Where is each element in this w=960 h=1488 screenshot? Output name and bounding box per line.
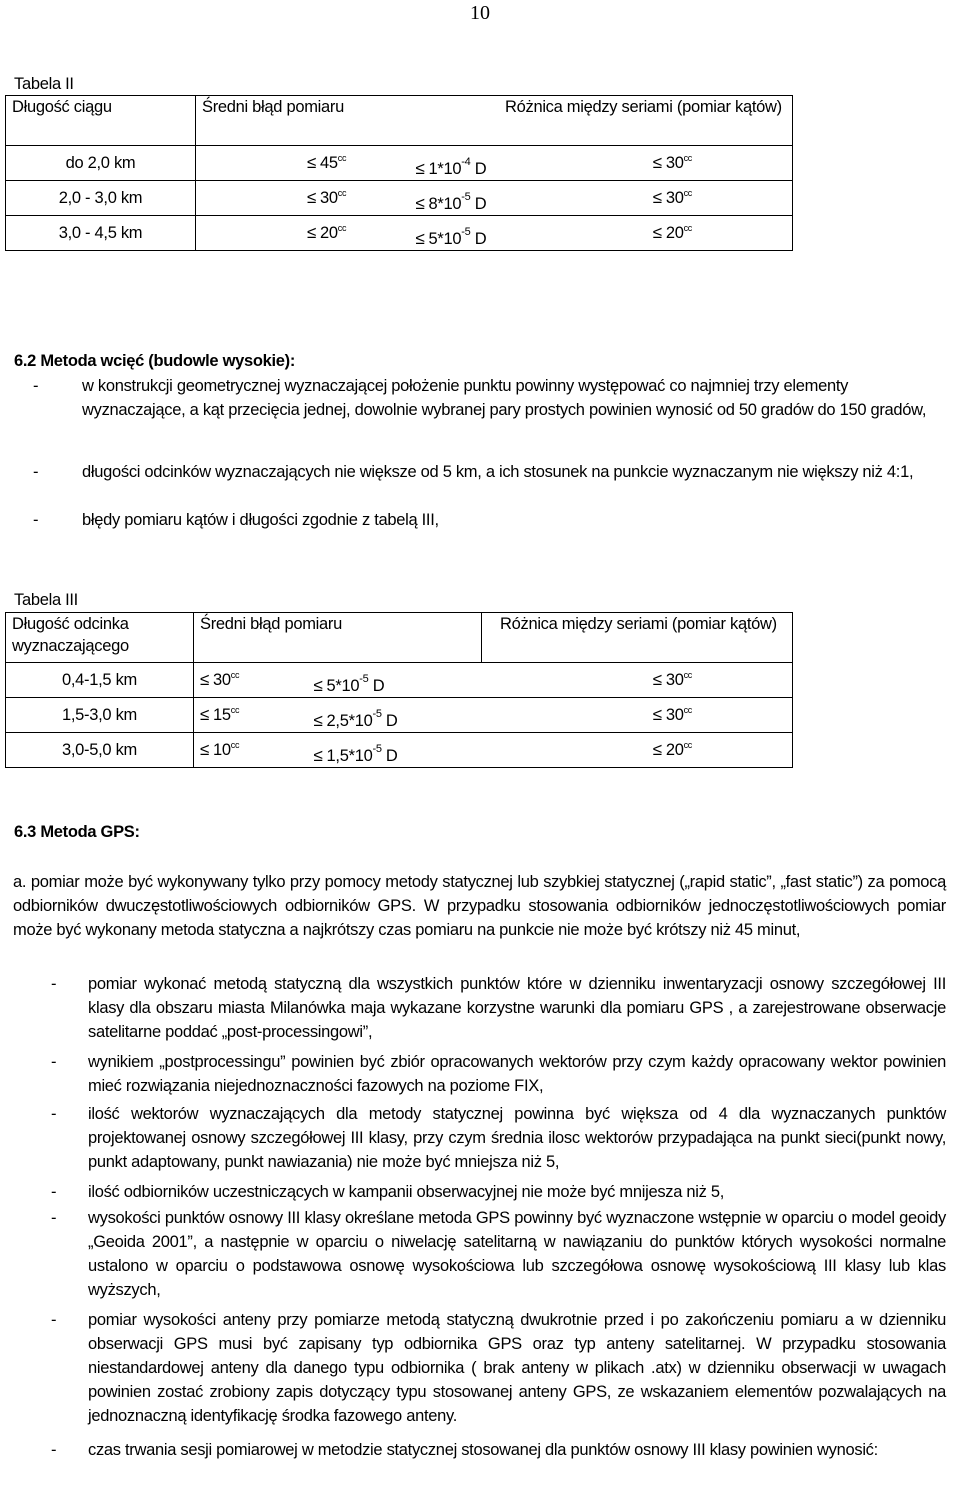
bullet-dash: - <box>51 1183 57 1201</box>
list-item-text: ilość odbiorników uczestniczących w kampanii obserwacyjnej nie może być mnijesza niż 5, <box>88 1183 725 1201</box>
section-6-3-heading: 6.3 Metoda GPS: <box>14 823 140 841</box>
table3-caption: Tabela III <box>14 591 78 609</box>
table-row <box>6 146 793 181</box>
list-item-text: w konstrukcji geometrycznej wyznaczającej położenie punktu powinny występować co najmniej trzy elementy wyznaczające, a kąt przecięcia jednej, dowolnie wybranej pary prostych powinien wynosić od 50 gradów do 150 gradów, <box>82 377 927 419</box>
distance-error: ≤ $1*10^{-4}$ D <box>415 156 487 178</box>
diff-value: ≤ $20^{cc}$ <box>652 740 692 759</box>
list-item-text: ilość wektorów wyznaczających dla metody statycznej powinna być większa od 4 dla wyznaczanych punktów projektowanej osnowy szczegółowej III klasy, przy czym średnia ilosc wektorów przypadająca na punkt sieci(punkt nowy, punkt adaptowany, punkt nawiazania) nie może być mniejsza niż 5, <box>88 1105 946 1171</box>
diff-value: ≤ $30^{cc}$ <box>652 670 692 689</box>
table-row <box>6 733 793 768</box>
table-row <box>6 698 793 733</box>
bullet-dash: - <box>51 1311 57 1329</box>
list-item <box>13 1206 946 1302</box>
length-cell: 0,4-1,5 km <box>6 663 194 698</box>
diff-value: ≤ $30^{cc}$ <box>652 188 692 207</box>
angle-error: ≤ $45^{cc}$ <box>307 153 347 172</box>
table3-header-diff: Różnica między seriami (pomiar kątów) <box>482 613 793 663</box>
list-item-text: wynikiem „postprocessingu” powinien być zbiór opracowanych wektorów przy czym każdy opracowany wektor powinien mieć rozwiązania niejednoznaczności fazowych na poziome FIX, <box>88 1053 946 1095</box>
angle-error: ≤ $15^{cc}$ <box>200 705 240 724</box>
distance-error: ≤ $5*10^{-5}$ D <box>313 673 385 695</box>
distance-error: ≤ $8*10^{-5}$ D <box>415 191 487 213</box>
list-item-text: wysokości punktów osnowy III klasy określane metoda GPS powinny być wyznaczone wstępnie w oparciu o model geoidy „Geoida 2001”, a następnie w oparciu o niwelację satelitarną w nawiązaniu do punktów których wysokości normalne ustalono w oparciu o podstawowa osnowę wysokościowa lub szczegółowa osnowę wysokościową III klasy lub klas wyższych, <box>88 1209 946 1299</box>
section-6-2-heading: 6.2 Metoda wcięć (budowle wysokie): <box>14 352 296 370</box>
diff-value: ≤ $20^{cc}$ <box>652 223 692 242</box>
bullet-dash: - <box>51 975 57 993</box>
table2 <box>5 95 793 251</box>
list-item-text: czas trwania sesji pomiarowej w metodzie statycznej stosowanej dla punktów osnowy III klasy powinien wynosić: <box>88 1441 878 1459</box>
table3-header-length: Długość odcinka wyznaczającego <box>6 613 194 663</box>
table3-header-error: Średni błąd pomiaru <box>194 613 482 663</box>
diff-value: ≤ $30^{cc}$ <box>652 705 692 724</box>
bullet-dash: - <box>51 1105 57 1123</box>
table-row <box>6 663 793 698</box>
angle-error: ≤ $10^{cc}$ <box>200 740 240 759</box>
table2-header-diff: Różnica między seriami (pomiar kątów) <box>485 96 793 146</box>
list-item <box>13 1438 946 1462</box>
table3 <box>5 612 793 768</box>
list-item <box>13 508 946 532</box>
distance-error: ≤ $5*10^{-5}$ D <box>415 226 487 248</box>
list-item <box>13 972 946 1044</box>
bullet-dash: - <box>33 511 39 529</box>
list-item-text: błędy pomiaru kątów i długości zgodnie z tabelą III, <box>82 511 439 529</box>
diff-value: ≤ $30^{cc}$ <box>652 153 692 172</box>
angle-error: ≤ $30^{cc}$ <box>200 670 240 689</box>
list-item <box>13 1180 946 1204</box>
bullet-dash: - <box>51 1053 57 1071</box>
table-row <box>6 216 793 251</box>
list-item <box>13 1308 946 1428</box>
le-symbol: ≤ <box>307 153 317 172</box>
bullet-dash: - <box>33 377 39 395</box>
bullet-dash: - <box>51 1441 57 1459</box>
angle-error: ≤ $30^{cc}$ <box>307 188 347 207</box>
length-cell: 3,0-5,0 km <box>6 733 194 768</box>
section-6-3-intro: a. pomiar może być wykonywany tylko przy pomocy metody statycznej lub szybkiej statycznej („rapid static”, „fast static”) za pomocą odbiorników dwuczęstotliwościowych odbiorników GPS. W przypadku stosowania odbiorników jednoczęstotliwościowych pomiar może być wykonany metoda statyczna a najkrótszy czas pomiaru na punkcie nie może być krótszy niż 45 minut, <box>13 873 946 939</box>
list-item-text: długości odcinków wyznaczających nie większe od 5 km, a ich stosunek na punkcie wyznaczanym nie większy niż 4:1, <box>82 463 914 481</box>
list-item <box>13 374 946 422</box>
table-row <box>6 181 793 216</box>
length-cell: 2,0 - 3,0 km <box>6 181 196 216</box>
page-number: 10 <box>470 2 490 24</box>
bullet-dash: - <box>33 463 39 481</box>
distance-error: ≤ $1,5*10^{-5}$ D <box>313 743 398 765</box>
angle-error: ≤ $20^{cc}$ <box>307 223 347 242</box>
bullet-dash: - <box>51 1209 57 1227</box>
length-cell: 1,5-3,0 km <box>6 698 194 733</box>
distance-error: ≤ $2,5*10^{-5}$ D <box>313 708 398 730</box>
list-item <box>13 1050 946 1098</box>
length-cell: do 2,0 km <box>6 146 196 181</box>
list-item <box>13 460 946 484</box>
table2-caption: Tabela II <box>14 75 74 93</box>
list-item-text: pomiar wykonać metodą statyczną dla wszystkich punktów które w dzienniku inwentaryzacji osnowy szczegółowej III klasy dla obszaru miasta Milanówka maja wykazane korzystne warunki dla pomiaru GPS , a zarejestrowane obserwacje satelitarne poddać „post-processingowi”, <box>88 975 946 1041</box>
table2-header-length: Długość ciągu <box>6 96 196 146</box>
list-item <box>13 1102 946 1174</box>
length-cell: 3,0 - 4,5 km <box>6 216 196 251</box>
table2-header-error: Średni błąd pomiaru <box>196 96 486 146</box>
list-item-text: pomiar wysokości anteny przy pomiarze metodą statyczną dwukrotnie przed i po zakończeniu pomiaru a w dzienniku obserwacji GPS musi być zapisany typ odbiornika GPS oraz typ anteny satelitarnej. W przypadku stosowania niestandardowej anteny dla danego typu odbiornika ( brak anteny w plikach .atx) w dzienniku obserwacji w uwagach powinien zostać zrobiony zapis dotyczący typu stosowanej anteny GPS, ze wskazaniem elementów pozwalających na jednoznaczną identyfikację środka fazowego anteny. <box>88 1311 946 1425</box>
